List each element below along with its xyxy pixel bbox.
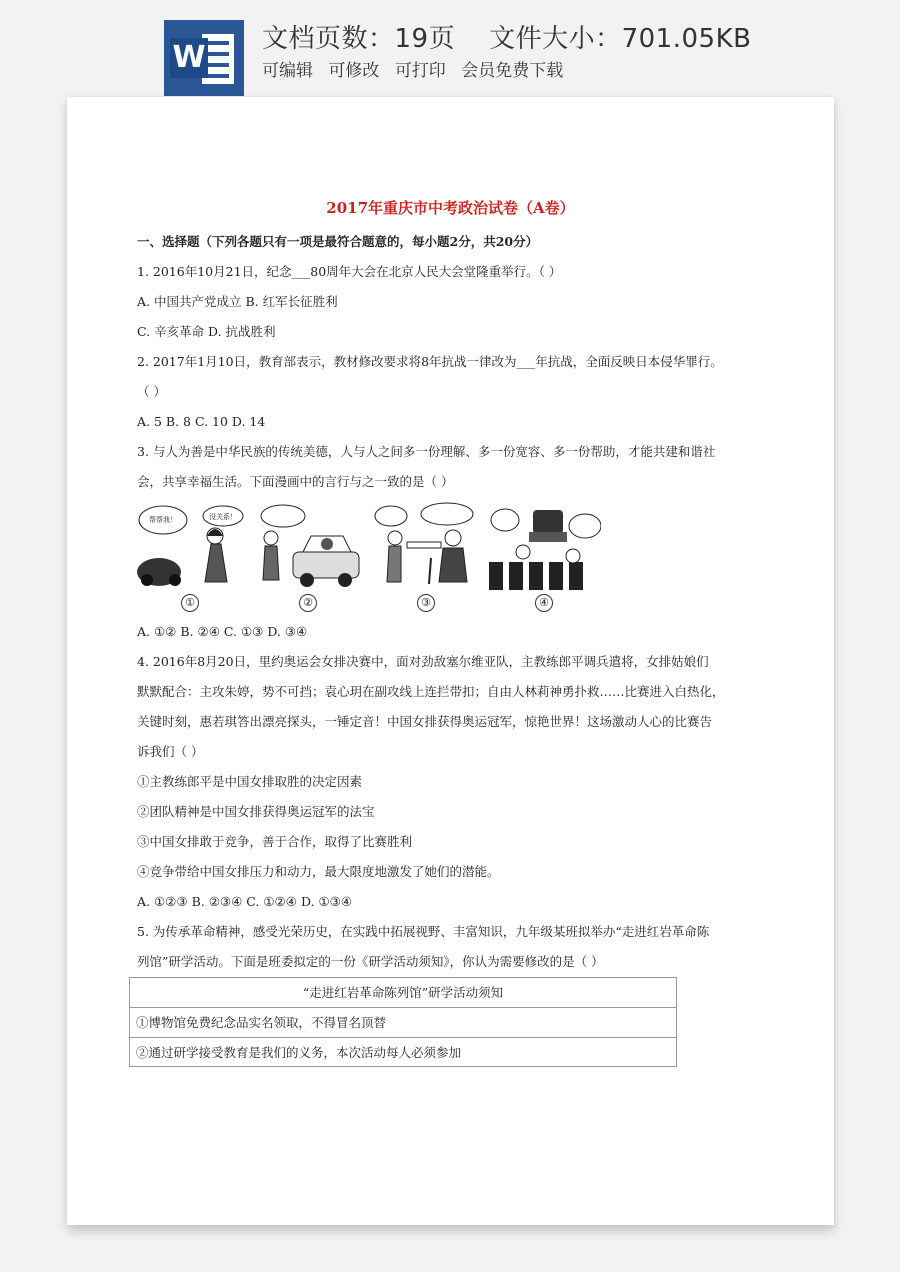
- question-4-statement-2: ②团队精神是中国女排获得奥运冠军的法宝: [137, 804, 375, 819]
- comic-1-speech-left: 帮帮我！: [149, 516, 177, 524]
- comic-strip: [135, 502, 605, 612]
- question-4-line-3: 关键时刻，惠若琪答出漂亮探头，一锤定音！中国女排获得奥运冠军，惊艳世界！这场激动人心的比赛告: [137, 714, 713, 729]
- feature-editable: 可编辑: [262, 61, 313, 81]
- comic-number-4: ④: [535, 594, 553, 612]
- download-banner: [0, 0, 900, 100]
- comic-panel-4: [489, 502, 601, 594]
- question-5-line-2: 列馆”研学活动。下面是班委拟定的一份《研学活动须知》，你认为需要修改的是（ ）: [137, 954, 604, 969]
- activity-notice-table: [129, 977, 677, 1067]
- question-4-statement-3: ③中国女排敢于竞争，善于合作，取得了比赛胜利: [137, 834, 413, 849]
- notice-item-2: ②通过研学接受教育是我们的义务，本次活动每人必须参加: [136, 1045, 462, 1060]
- question-3-options: A. ①② B. ②④ C. ①③ D. ③④: [137, 624, 308, 639]
- comic-panel-1: [135, 502, 247, 594]
- comic-1-speech-right: 没关系！: [209, 513, 237, 521]
- word-document-icon: [164, 20, 244, 96]
- question-3-line-1: 3. 与人为善是中华民族的传统美德，人与人之间多一份理解、多一份宽容、多一份帮助，才能共建和谐社: [137, 444, 716, 459]
- feature-modifiable: 可修改: [328, 61, 380, 81]
- question-2-options: A. 5 B. 8 C. 10 D. 14: [137, 414, 266, 429]
- word-logo-letter: W: [170, 38, 208, 78]
- notice-title: “走进红岩革命陈列馆”研学活动须知: [130, 978, 676, 1008]
- question-4-line-4: 诉我们（ ）: [137, 744, 204, 759]
- comic-number-3: ③: [417, 594, 435, 612]
- comic-number-2: ②: [299, 594, 317, 612]
- feature-member-download: 会员免费下载: [461, 61, 564, 81]
- feature-list: [262, 56, 573, 81]
- file-info: [262, 18, 751, 55]
- file-size: 文件大小：701.05KB: [489, 24, 752, 54]
- comic-number-1: ①: [181, 594, 199, 612]
- question-2-line-2: （ ）: [137, 384, 166, 399]
- question-5-line-1: 5. 为传承革命精神，感受光荣历史，在实践中拓展视野、丰富知识，九年级某班拟举办“走进红岩革命陈: [137, 924, 710, 939]
- question-4-options: A. ①②③ B. ②③④ C. ①②④ D. ①③④: [137, 894, 353, 909]
- comic-panel-2: [253, 502, 365, 594]
- document-page: [67, 97, 834, 1225]
- question-4-line-2: 默默配合：主攻朱婷，势不可挡；袁心玥在副攻线上连拦带扣；自由人林莉神勇扑救……比赛进入白热化，: [137, 684, 725, 699]
- question-1-options-ab: A. 中国共产党成立 B. 红军长征胜利: [137, 294, 338, 309]
- question-4-line-1: 4. 2016年8月20日，里约奥运会女排决赛中，面对劲敌塞尔维亚队，主教练郎平调兵遣将，女排姑娘们: [137, 654, 709, 669]
- question-1-options-cd: C. 辛亥革命 D. 抗战胜利: [137, 324, 276, 339]
- section-heading: 一、选择题（下列各题只有一项是最符合题意的，每小题2分，共20分）: [137, 234, 539, 249]
- question-4-statement-1: ①主教练郎平是中国女排取胜的决定因素: [137, 774, 363, 789]
- comic-panel-3: [371, 502, 483, 594]
- question-3-line-2: 会，共享幸福生活。下面漫画中的言行与之一致的是（ ）: [137, 474, 454, 489]
- exam-title: 2017年重庆市中考政治试卷（A卷）: [326, 199, 575, 217]
- question-1: 1. 2016年10月21日，纪念___80周年大会在北京人民大会堂隆重举行。（ ）: [137, 264, 562, 279]
- feature-printable: 可打印: [394, 61, 446, 81]
- question-2-line-1: 2. 2017年1月10日，教育部表示，教材修改要求将8年抗战一律改为___年抗战，全面反映日本侵华罪行。: [137, 354, 723, 369]
- notice-item-1: ①博物馆免费纪念品实名领取，不得冒名顶替: [130, 1008, 676, 1038]
- question-4-statement-4: ④竞争带给中国女排压力和动力，最大限度地激发了她们的潜能。: [137, 864, 500, 879]
- page-count: 文档页数：19页: [262, 24, 456, 54]
